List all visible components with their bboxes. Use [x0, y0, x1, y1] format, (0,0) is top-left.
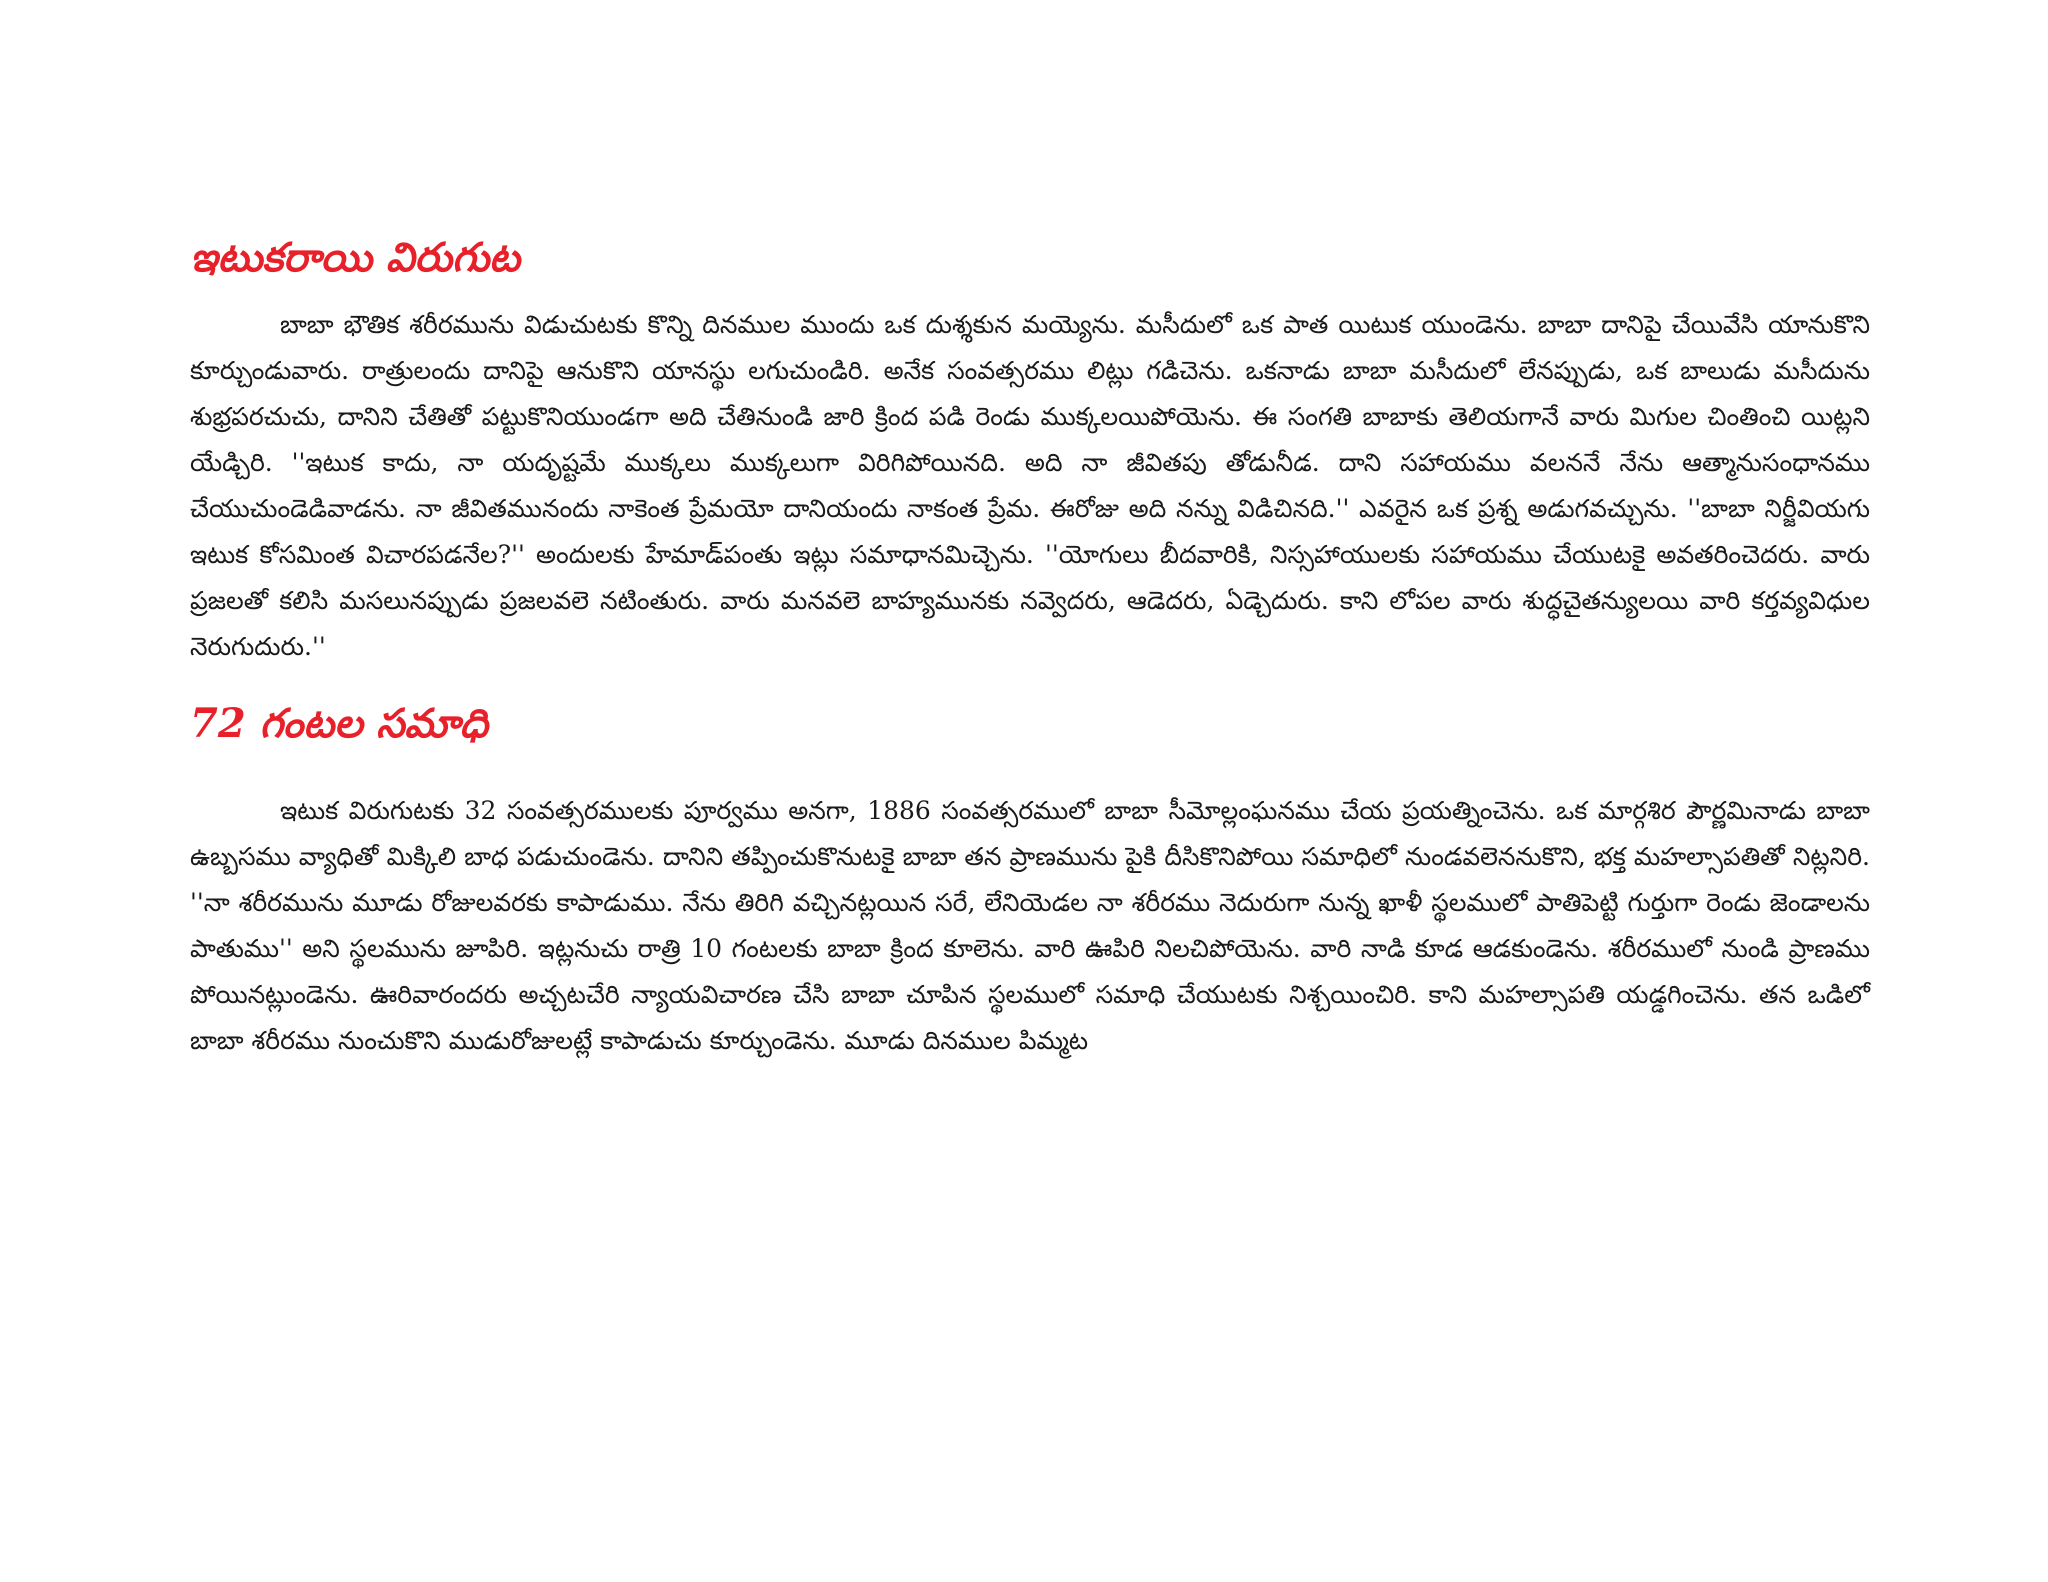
document-content	[190, 230, 1870, 1064]
section-paragraph-brick-breaking: బాబా భౌతిక శరీరమును విడుచుటకు కొన్ని దినముల ముందు ఒక దుశ్శకున మయ్యెను. మసీదులో ఒక పాత యిటుక యుండెను. బాబా దానిపై చేయివేసి యానుకొని కూర్చుండువారు. రాత్రులందు దానిపై ఆనుకొని యానస్థు లగుచుండిరి. అనేక సంవత్సరము లిట్లు గడిచెను. ఒకనాడు బాబా మసీదులో లేనప్పుడు, ఒక బాలుడు మసీదును శుభ్రపరచుచు, దానిని చేతితో పట్టుకొనియుండగా అది చేతినుండి జారి క్రింద పడి రెండు ముక్కలయిపోయెను. ఈ సంగతి బాబాకు తెలియగానే వారు మిగుల చింతించి యిట్లని యేడ్చిరి. ''ఇటుక కాదు, నా యదృష్టమే ముక్కలు ముక్కలుగా విరిగిపోయినది. అది నా జీవితపు తోడునీడ. దాని సహాయము వలననే నేను ఆత్మానుసంధానము చేయుచుండెడివాడను. నా జీవితమునందు నాకెంత ప్రేమయో దానియందు నాకంత ప్రేమ. ఈరోజు అది నన్ను విడిచినది.'' ఎవరైన ఒక ప్రశ్న అడుగవచ్చును. ''బాబా నిర్జీవియగు ఇటుక కోసమింత విచారపడనేల?'' అందులకు హేమాడ్‌పంతు ఇట్లు సమాధానమిచ్చెను. ''యోగులు బీదవారికి, నిస్సహాయులకు సహాయము చేయుటకై అవతరించెదరు. వారు ప్రజలతో కలిసి మసలునప్పుడు ప్రజలవలె నటింతురు. వారు మనవలె బాహ్యమునకు నవ్వెదరు, ఆడెదరు, ఏడ్చెదురు. కాని లోపల వారు శుద్ధచైతన్యులయి వారి కర్తవ్యవిధుల నెరుగుదురు.''	[190, 310, 1870, 661]
section-heading-72-hour-samadhi: 72 గంటల సమాధి	[190, 700, 488, 747]
section-heading-brick-breaking: ఇటుకరాయి విరుగుట	[190, 234, 521, 281]
section-paragraph-72-hour-samadhi: ఇటుక విరుగుటకు 32 సంవత్సరములకు పూర్వము అనగా, 1886 సంవత్సరములో బాబా సీమోల్లంఘనము చేయ ప్రయత్నించెను. ఒక మార్గశిర పౌర్ణమినాడు బాబా ఉబ్బసము వ్యాధితో మిక్కిలి బాధ పడుచుండెను. దానిని తప్పించుకొనుటకై బాబా తన ప్రాణమును పైకి దీసికొనిపోయి సమాధిలో నుండవలెననుకొని, భక్త మహల్సాపతితో నిట్లనిరి. ''నా శరీరమును మూడు రోజులవరకు కాపాడుము. నేను తిరిగి వచ్చినట్లయిన సరే, లేనియెడల నా శరీరము నెదురుగా నున్న ఖాళీ స్థలములో పాతిపెట్టి గుర్తుగా రెండు జెండాలను పాతుము'' అని స్థలమును జూపిరి. ఇట్లనుచు రాత్రి 10 గంటలకు బాబా క్రింద కూలెను. వారి ఊపిరి నిలచిపోయెను. వారి నాడి కూడ ఆడకుండెను. శరీరములో నుండి ప్రాణము పోయినట్లుండెను. ఊరివారందరు అచ్చటచేరి న్యాయవిచారణ చేసి బాబా చూపిన స్థలములో సమాధి చేయుటకు నిశ్చయించిరి. కాని మహల్సాపతి యడ్డగించెను. తన ఒడిలో బాబా శరీరము నుంచుకొని ముడురోజులట్లే కాపాడుచు కూర్చుండెను. మూడు దినముల పిమ్మట	[190, 796, 1870, 1055]
